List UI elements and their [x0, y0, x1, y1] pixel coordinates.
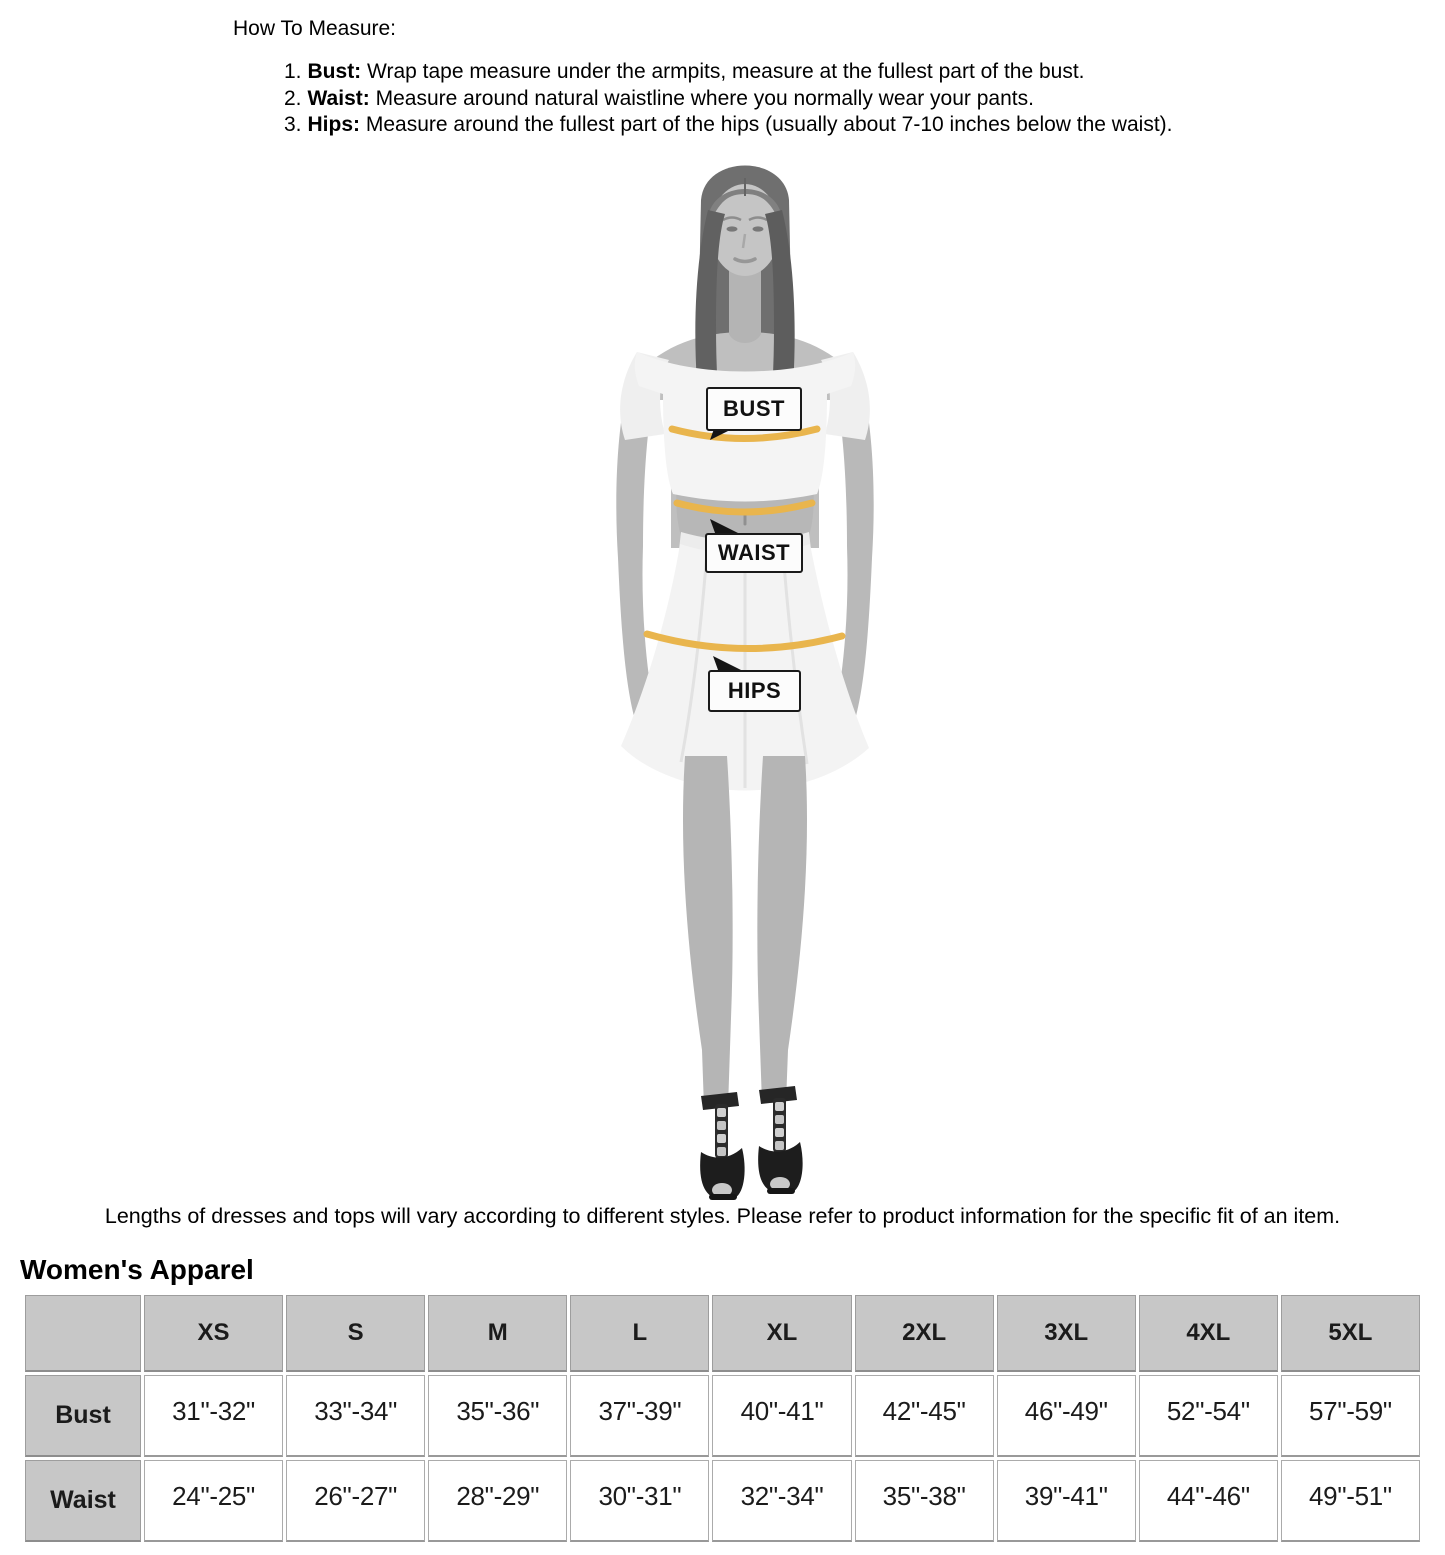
size-cell: 57"-59": [1281, 1375, 1420, 1457]
row-header-bust: Bust: [25, 1375, 141, 1457]
size-col-header: L: [570, 1295, 709, 1372]
size-header-row: [25, 1295, 1420, 1372]
size-cell: 44"-46": [1139, 1460, 1278, 1542]
size-cell: 26"-27": [286, 1460, 425, 1542]
size-col-header: 4XL: [1139, 1295, 1278, 1372]
fit-note: Lengths of dresses and tops will vary according to different styles. Please refer to product information for the specific fit of an item.: [104, 1204, 1341, 1228]
left-shoe: [700, 1092, 744, 1200]
waist-row: [25, 1460, 1420, 1542]
size-cell: 24"-25": [144, 1460, 283, 1542]
waist-label: WAIST: [705, 533, 803, 573]
step-number: 1.: [284, 60, 302, 83]
size-cell: 33"-34": [286, 1375, 425, 1457]
measure-step-hips: [284, 112, 1172, 139]
size-chart-table: [22, 1292, 1423, 1545]
right-leg: [757, 756, 807, 1103]
size-cell: 42"-45": [855, 1375, 994, 1457]
size-cell: 30"-31": [570, 1460, 709, 1542]
size-col-header: XS: [144, 1295, 283, 1372]
size-chart-title: Women's Apparel: [20, 1254, 254, 1285]
left-eye: [727, 226, 738, 231]
size-col-header: M: [428, 1295, 567, 1372]
size-cell: 52"-54": [1139, 1375, 1278, 1457]
hips-label: HIPS: [708, 670, 801, 712]
size-cell: 46"-49": [997, 1375, 1136, 1457]
size-cell: 40"-41": [712, 1375, 851, 1457]
size-cell: 49"-51": [1281, 1460, 1420, 1542]
measure-step-waist: [284, 86, 1172, 113]
size-cell: 37"-39": [570, 1375, 709, 1457]
size-col-header: 2XL: [855, 1295, 994, 1372]
step-number: 2.: [284, 86, 302, 110]
measure-steps: [284, 59, 1172, 139]
size-col-header: 5XL: [1281, 1295, 1420, 1372]
size-cell: 32"-34": [712, 1460, 851, 1542]
size-cell: 28"-29": [428, 1460, 567, 1542]
measure-step-bust: [284, 59, 1172, 86]
left-leg: [683, 756, 733, 1108]
step-term: Waist:: [307, 86, 370, 110]
right-shoe: [758, 1086, 802, 1194]
step-description: Measure around the fullest part of the hips (usually about 7-10 inches below the waist).: [365, 113, 1173, 136]
step-term: Hips:: [307, 113, 361, 136]
row-header-waist: Waist: [25, 1460, 141, 1542]
step-description: Wrap tape measure under the armpits, measure at the fullest part of the bust.: [367, 60, 1085, 83]
step-description: Measure around natural waistline where you normally wear your pants.: [375, 86, 1034, 110]
bust-row: [25, 1375, 1420, 1457]
size-col-header: S: [286, 1295, 425, 1372]
step-term: Bust:: [307, 60, 362, 83]
size-col-header: XL: [712, 1295, 851, 1372]
size-col-header: 3XL: [997, 1295, 1136, 1372]
size-cell: 35"-36": [428, 1375, 567, 1457]
howto-heading: How To Measure:: [233, 17, 397, 40]
right-eye: [753, 226, 764, 231]
corner-cell: [25, 1295, 141, 1372]
step-number: 3.: [284, 113, 302, 136]
bust-label: BUST: [706, 387, 802, 431]
size-cell: 35"-38": [855, 1460, 994, 1542]
size-cell: 31"-32": [144, 1375, 283, 1457]
size-cell: 39"-41": [997, 1460, 1136, 1542]
